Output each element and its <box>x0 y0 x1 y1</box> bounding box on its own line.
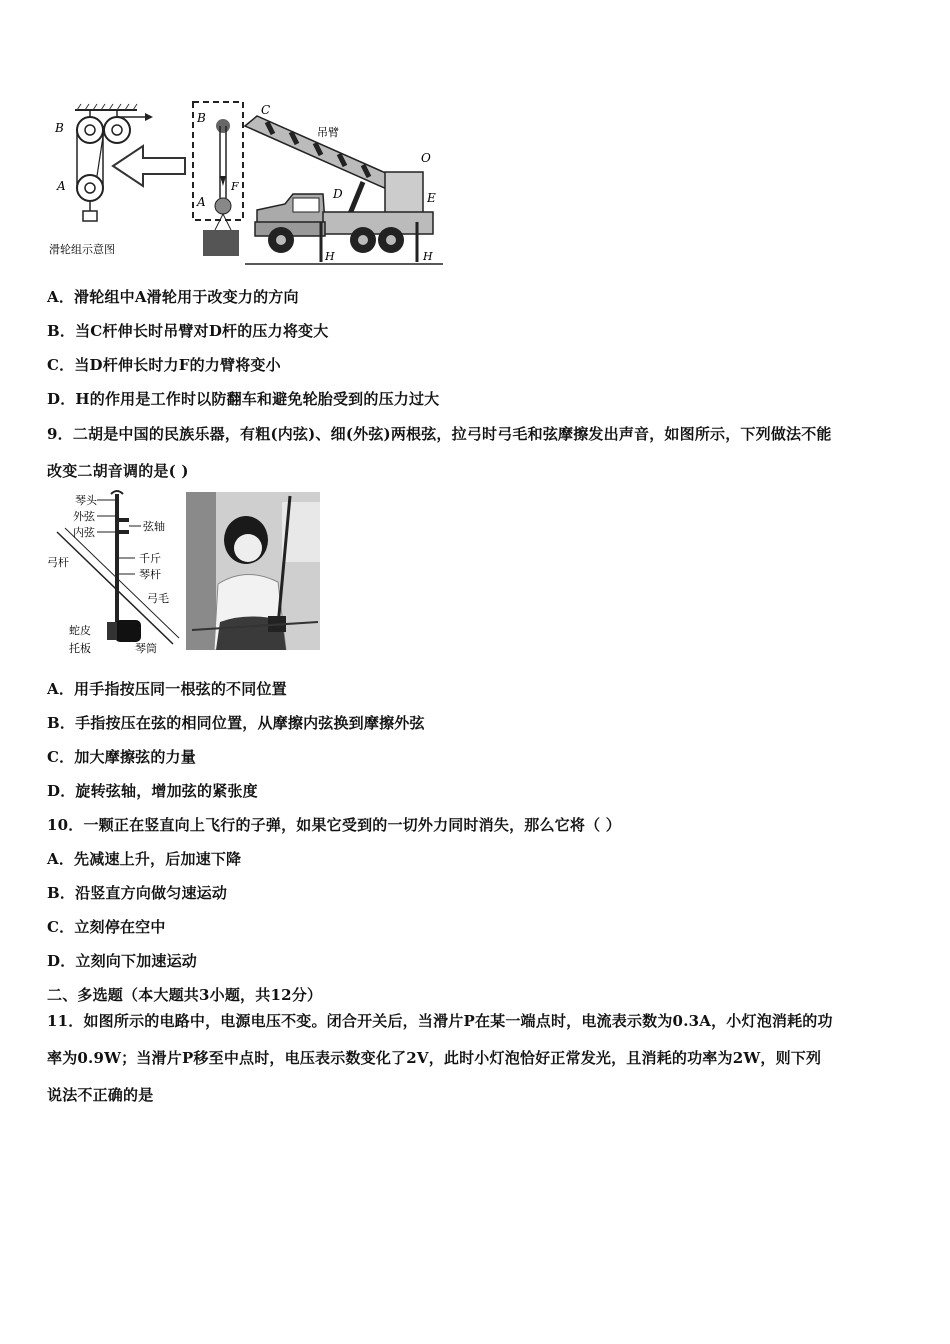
erhu-label-skin: 蛇皮 <box>69 624 91 637</box>
label-b1: B <box>55 121 64 135</box>
label-c: C <box>261 103 271 117</box>
erhu-label-bow: 弓杆 <box>47 556 69 569</box>
q10-option-a: A．先减速上升，后加速下降 <box>47 850 242 868</box>
q9-option-d: D．旋转弦轴，增加弦的紧张度 <box>47 782 258 800</box>
q8-option-c: C．当D杆伸长时力F的力臂将变小 <box>47 356 281 374</box>
erhu-label-outer: 外弦 <box>73 510 95 523</box>
label-f: F <box>231 180 239 193</box>
erhu-diagram <box>45 488 180 658</box>
q8-option-d: D．H的作用是工作时以防翻车和避免轮胎受到的压力过大 <box>47 390 440 408</box>
label-h2: H <box>423 250 433 263</box>
q10-stem: 10．一颗正在竖直向上飞行的子弹，如果它受到的一切外力同时消失，那么它将（ ） <box>47 816 621 834</box>
erhu-label-inner: 内弦 <box>73 526 95 539</box>
label-o: O <box>421 151 431 165</box>
label-a1: A <box>57 179 66 193</box>
erhu-label-qianjin: 千斤 <box>139 552 161 565</box>
q11-line2: 率为0.9W；当滑片P移至中点时，电压表示数变化了2V，此时小灯泡恰好正常发光，且消耗的功率为2W，则下列 <box>47 1049 822 1067</box>
label-d: D <box>333 187 343 201</box>
q8-option-b: B．当C杆伸长时吊臂对D杆的压力将变大 <box>47 322 329 340</box>
erhu-label-hair: 弓毛 <box>147 592 169 605</box>
erhu-label-drum: 琴筒 <box>135 642 157 655</box>
pulley-caption: 滑轮组示意图 <box>49 243 115 256</box>
q11-line3: 说法不正确的是 <box>47 1086 154 1104</box>
q10-option-c: C．立刻停在空中 <box>47 918 166 936</box>
label-e: E <box>427 191 436 205</box>
q9-option-c: C．加大摩擦弦的力量 <box>47 748 196 766</box>
q8-option-a: A．滑轮组中A滑轮用于改变力的方向 <box>47 288 299 306</box>
q11-line1: 11．如图所示的电路中，电源电压不变。闭合开关后，当滑片P在某一端点时，电流表示数为0.3A，小灯泡消耗的功 <box>47 1012 833 1030</box>
label-b2: B <box>197 111 206 125</box>
q9-stem-line2: 改变二胡音调的是( ) <box>47 462 189 480</box>
section-heading: 二、多选题（本大题共3小题，共12分） <box>47 986 323 1004</box>
q9-stem-line1: 9．二胡是中国的民族乐器，有粗(内弦)、细(外弦)两根弦，拉弓时弓毛和弦摩擦发出声音，如图所示，下列做法不能 <box>47 425 832 443</box>
q10-option-b: B．沿竖直方向做匀速运动 <box>47 884 228 902</box>
crane-pulley-figure <box>45 98 445 270</box>
erhu-label-neck: 琴杆 <box>139 568 161 581</box>
q10-option-d: D．立刻向下加速运动 <box>47 952 198 970</box>
q9-option-a: A．用手指按压同一根弦的不同位置 <box>47 680 287 698</box>
erhu-label-peg: 弦轴 <box>143 520 165 533</box>
erhu-label-head: 琴头 <box>75 494 97 507</box>
erhu-player-photo <box>186 492 320 650</box>
label-h1: H <box>325 250 335 263</box>
q9-option-b: B．手指按压在弦的相同位置，从摩擦内弦换到摩擦外弦 <box>47 714 425 732</box>
erhu-label-plate: 托板 <box>69 642 91 655</box>
label-a2: A <box>197 195 206 209</box>
boom-label: 吊臂 <box>317 126 339 139</box>
